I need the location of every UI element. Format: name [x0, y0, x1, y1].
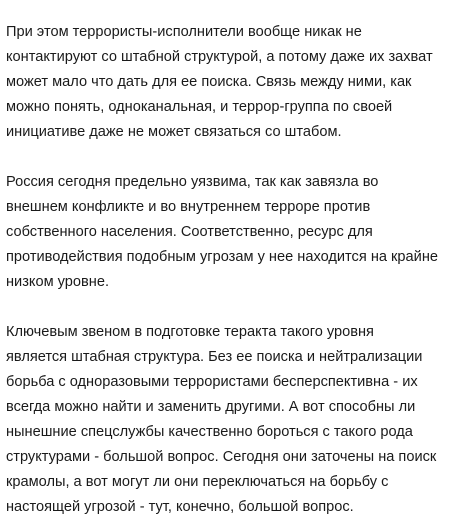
- text-line: нынешние спецслужбы качественно бороться с такого рода: [6, 424, 413, 440]
- text-line: борьба с одноразовыми террористами бесперспективна - их: [6, 374, 418, 390]
- text-line: может мало что дать для ее поиска. Связь между ними, как: [6, 74, 412, 90]
- paragraph-2: [6, 170, 467, 295]
- text-line: является штабная структура. Без ее поиска и нейтрализации: [6, 349, 423, 365]
- paragraph-1: [6, 20, 467, 145]
- text-line: структурами - большой вопрос. Сегодня они заточены на поиск: [6, 449, 437, 465]
- text-line: При этом террористы-исполнители вообще никак не: [6, 24, 362, 40]
- text-line: Россия сегодня предельно уязвима, так как завязла во: [6, 174, 379, 190]
- text-line: контактируют со штабной структурой, а потому даже их захват: [6, 49, 433, 65]
- text-line: низком уровне.: [6, 274, 110, 290]
- text-line: настоящей угрозой - тут, конечно, большой вопрос.: [6, 499, 354, 515]
- text-line: всегда можно найти и заменить другими. А вот способны ли: [6, 399, 416, 415]
- text-line: собственного населения. Соответственно, ресурс для: [6, 224, 373, 240]
- text-line: крамолы, а вот могут ли они переключаться на борьбу с: [6, 474, 389, 490]
- text-line: можно понять, одноканальная, и террор-группа по своей: [6, 99, 393, 115]
- text-line: внешнем конфликте и во внутреннем терроре против: [6, 199, 371, 215]
- paragraph-3: [6, 320, 467, 520]
- text-line: противодействия подобным угрозам у нее находится на крайне: [6, 249, 438, 265]
- text-line: инициативе даже не может связаться со штабом.: [6, 124, 342, 140]
- text-line: Ключевым звеном в подготовке теракта такого уровня: [6, 324, 374, 340]
